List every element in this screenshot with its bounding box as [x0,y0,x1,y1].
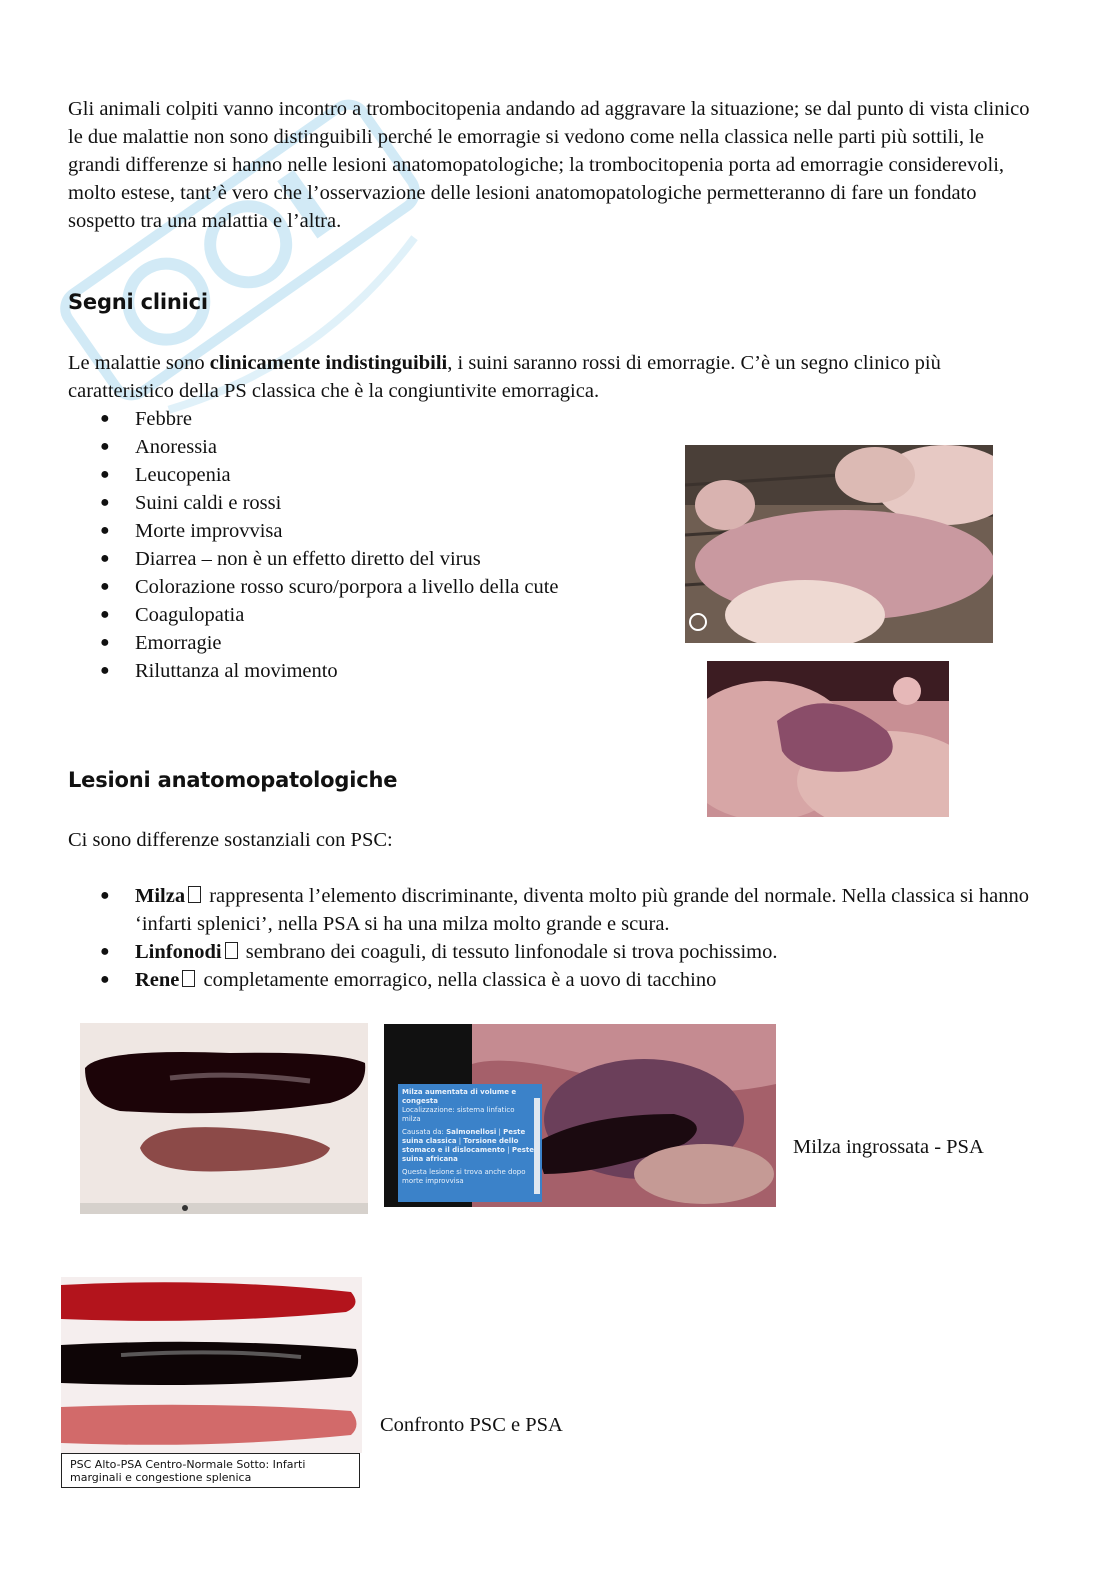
clinical-intro-start: Le malattie sono [68,352,210,374]
list-item: ● Anoressia [68,433,668,461]
clinical-intro-bold: clinicamente indistinguibili [209,352,448,374]
photo-psc-psa-comparison [61,1277,362,1490]
info-popup [398,1084,542,1202]
list-item-rene [68,966,1038,994]
term-linfonodi: Linfonodi [135,941,222,963]
text-milza: rappresenta l’elemento discriminante, diventa molto più grande del normale. Nella classica si hanno ‘infarti splenici’, nella PSA si ha una milza molto grande e scura. [135,885,1029,935]
heading-lesioni: Lesioni anatomopatologiche [68,768,398,792]
text-rene: completamente emorragico, nella classica è a uovo di tacchino [198,969,717,991]
list-item: ● Morte improvvisa [68,517,668,545]
popup-cause-label: Causata da: [402,1128,444,1136]
list-item: ● Colorazione rosso scuro/porpora a livello della cute [68,573,668,601]
list-item: ● Febbre [68,405,668,433]
list-item: ● Suini caldi e rossi [68,489,668,517]
popup-line2: milza [402,1115,421,1123]
popup-footer: Questa lesione si trova anche dopo morte improvvisa [402,1168,526,1185]
popup-cause-2: Peste suina classica [402,1128,526,1145]
popup-cause-3: Torsione dello stomaco e il dislocamento [402,1137,519,1154]
photo-purple-skin [707,661,949,817]
arrow-glyph-icon [182,970,195,987]
list-item: ● Emorragie [68,629,668,657]
photo-spleen-comparison [80,1023,368,1214]
list-item: ● Riluttanza al movimento [68,657,668,685]
popup-causes: Causata da: Salmonellosi | Peste suina classica | Torsione dello stomaco e il dislocamento | Peste suina africana [402,1128,534,1163]
popup-scrollbar[interactable] [534,1098,540,1194]
popup-title: Milza aumentata di volume e congesta [402,1088,517,1105]
intro-paragraph: Gli animali colpiti vanno incontro a trombocitopenia andando ad aggravare la situazione; se dal punto di vista clinico le due malattie non sono distinguibili perché le emorragie si vedono come nella classica nelle parti più sottili, le grandi differenze si hanno nelle lesioni anatomopatologiche; la trombocitopenia porta ad emorragie considerevoli, molto estese, tant’è vero che l’osservazione delle lesioni anatomopatologiche permetteranno di fare un fondato sospetto tra una malattia e l’altra. [68,98,1030,232]
text-linfonodi: sembrano dei coaguli, di tessuto linfonodale si trova pochissimo. [240,941,778,963]
arrow-glyph-icon [188,886,201,903]
clinical-intro-end: , i suini saranno rossi di emorragie. C’è un segno clinico più caratteristico della PS classica che è la congiuntivite emorragica. [68,352,941,402]
popup-line1: Localizzazione: sistema linfatico [402,1106,515,1114]
photo-red-pigs [685,445,993,643]
list-item: ● Coagulopatia [68,601,668,629]
comparison-label: PSC Alto-PSA Centro-Normale Sotto: Infarti marginali e congestione splenica [61,1453,360,1488]
clinical-signs-list [68,405,668,685]
caption-confronto: Confronto PSC e PSA [380,1414,563,1436]
popup-cause-4: Peste suina africana [402,1146,534,1163]
list-item: ● Diarrea – non è un effetto diretto del virus [68,545,668,573]
lesions-intro: Ci sono differenze sostanziali con PSC: [68,829,393,851]
term-milza: Milza [135,885,186,907]
list-item-milza [68,882,1038,938]
list-item: ● Leucopenia [68,461,668,489]
arrow-glyph-icon [225,942,238,959]
lesions-list [68,882,1038,994]
photo-spleen-dissection [384,1024,776,1207]
popup-cause-1: Salmonellosi [446,1128,497,1136]
list-item-linfonodi [68,938,1038,966]
term-rene: Rene [135,969,180,991]
heading-segni-clinici: Segni clinici [68,290,208,314]
clinical-intro [68,349,1038,405]
caption-milza-psa: Milza ingrossata - PSA [793,1136,984,1158]
